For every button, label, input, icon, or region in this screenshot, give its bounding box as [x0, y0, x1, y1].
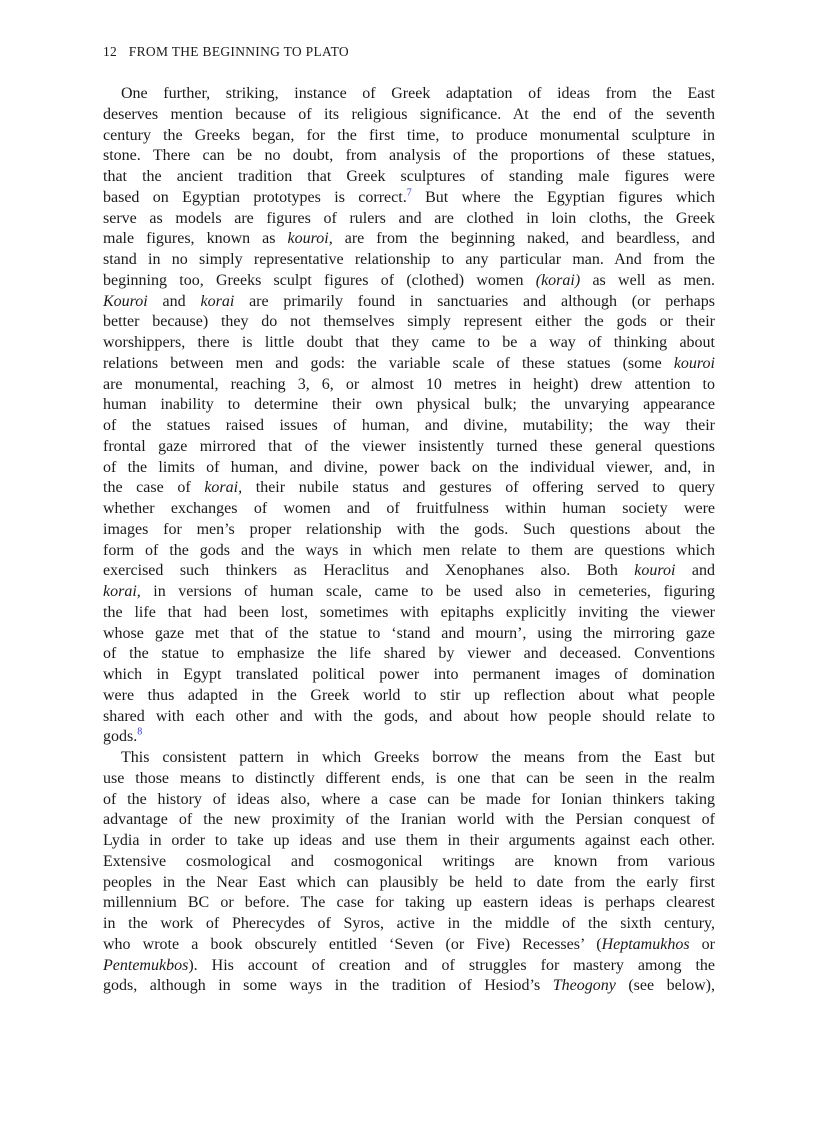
text-line	[103, 603, 715, 624]
text-run: are from the beginning naked, and beardless, and	[332, 230, 715, 248]
text-run: or	[689, 935, 715, 953]
text-line	[103, 686, 715, 707]
text-run: exercised such thinkers as Heraclitus and Xenophanes also. Both	[103, 562, 635, 580]
text-run: gods, although in some ways in the tradition of Hesiod’s	[103, 977, 553, 995]
text-line	[103, 748, 715, 769]
text-line	[103, 976, 715, 997]
text-line	[103, 520, 715, 541]
text-line	[103, 644, 715, 665]
text-line	[103, 956, 715, 977]
body-text	[103, 84, 715, 997]
italic-term: Heptamukhos	[601, 935, 690, 953]
text-line	[103, 769, 715, 790]
text-line	[103, 582, 715, 603]
page-number: 12	[103, 44, 118, 59]
text-run: use those means to distinctly different ends, is one that can be seen in the realm	[103, 769, 715, 787]
text-line	[103, 146, 715, 167]
paragraph-2	[103, 748, 715, 997]
text-run: human inability to determine their own physical bulk; the unvarying appearance	[103, 396, 715, 414]
text-run: relations between men and gods: the variable scale of these statues (some	[103, 354, 674, 372]
text-line	[103, 375, 715, 396]
text-run: But where the Egyptian figures which	[411, 188, 715, 206]
italic-term: Theogony	[552, 977, 616, 995]
italic-term: Pentemukbos	[103, 956, 189, 974]
text-line	[103, 499, 715, 520]
text-run: who wrote a book obscurely entitled ‘Seven (or Five) Recesses’ (	[103, 935, 602, 953]
text-line	[103, 292, 715, 313]
text-run: stand in no simply representative relationship to any particular man. And from the	[103, 251, 715, 268]
text-run: gods.	[103, 728, 138, 746]
text-line	[103, 437, 715, 458]
text-run: images for men’s proper relationship with the gods. Such questions about the	[103, 520, 715, 538]
text-run: One further, striking, instance of Greek adaptation of ideas from the East	[121, 85, 715, 102]
italic-term: kouroi	[634, 562, 676, 580]
text-line	[103, 126, 715, 147]
text-line	[103, 790, 715, 811]
text-run: of the statues raised issues of human, and divine, mutability; the way their	[103, 417, 715, 434]
text-line	[103, 458, 715, 479]
text-line	[103, 271, 715, 292]
italic-term: kouroi	[673, 354, 715, 372]
text-line	[103, 209, 715, 230]
text-line	[103, 478, 715, 499]
text-line	[103, 935, 715, 956]
text-line	[103, 873, 715, 894]
text-run: are monumental, reaching 3, 6, or almost 10 metres in height) drew attention to	[103, 375, 715, 393]
text-run: based on Egyptian prototypes is correct.	[103, 188, 407, 206]
text-line	[103, 541, 715, 562]
text-run: are primarily found in sanctuaries and although (or perhaps	[234, 292, 715, 310]
italic-term: kouroi,	[287, 230, 333, 248]
text-line	[103, 831, 715, 852]
text-run: shared with each other and with the gods, and about how people should relate to	[103, 707, 715, 725]
text-run: of the history of ideas also, where a case can be made for Ionian thinkers taking	[103, 790, 715, 808]
text-run: beginning too, Greeks sculpt figures of (clothed) women	[103, 271, 536, 289]
text-run: of the limits of human, and divine, power back on the individual viewer, and, in	[103, 458, 715, 476]
footnote-ref: 7	[406, 187, 412, 199]
text-line	[103, 395, 715, 416]
text-line	[103, 707, 715, 728]
text-run: that the ancient tradition that Greek sculptures of standing male figures were	[103, 168, 715, 185]
text-run: in the work of Pherecydes of Syros, active in the middle of the sixth century,	[103, 915, 715, 932]
text-run: Lydia in order to take up ideas and use them in their arguments against each other.	[103, 832, 715, 849]
text-line	[103, 354, 715, 375]
text-run: millennium BC or before. The case for taking up eastern ideas is perhaps clearest	[103, 894, 715, 912]
text-run: (see below),	[615, 977, 715, 995]
italic-term: korai	[200, 292, 235, 310]
text-line	[103, 727, 715, 748]
text-run: in versions of human scale, came to be used also in cemeteries, figuring	[140, 583, 715, 600]
text-line	[103, 333, 715, 354]
text-line	[103, 561, 715, 582]
italic-term: korai,	[103, 583, 141, 600]
text-run: the life that had been lost, sometimes with epitaphs explicitly inviting the viewer	[103, 603, 715, 621]
text-run: worshippers, there is little doubt that they came to be a way of thinking about	[103, 334, 715, 351]
text-line	[103, 624, 715, 645]
text-run: of the statue to emphasize the life shared by viewer and deceased. Conventions	[103, 645, 715, 663]
text-run: serve as models are figures of rulers and are clothed in loin cloths, the Greek	[103, 209, 715, 227]
text-line	[103, 312, 715, 333]
text-run: and	[675, 562, 715, 580]
text-run: Extensive cosmological and cosmogonical writings are known from various	[103, 852, 715, 870]
text-line	[103, 810, 715, 831]
text-run: form of the gods and the ways in which men relate to them are questions which	[103, 541, 715, 559]
text-run: century the Greeks began, for the first time, to produce monumental sculpture in	[103, 126, 715, 144]
text-run: and	[147, 292, 201, 310]
text-run: whose gaze met that of the statue to ‘stand and mourn’, using the mirroring gaze	[103, 624, 715, 642]
text-line	[103, 188, 715, 209]
text-run: ). His account of creation and of struggles for mastery among the	[188, 956, 715, 974]
text-line	[103, 416, 715, 437]
text-run: stone. There can be no doubt, from analysis of the proportions of these statues,	[103, 147, 715, 165]
text-run: the case of	[103, 479, 205, 497]
text-run: deserves mention because of its religious significance. At the end of the seventh	[103, 105, 715, 123]
text-line	[103, 893, 715, 914]
text-line	[103, 665, 715, 686]
text-run: their nubile status and gestures of offering served to query	[242, 479, 715, 497]
text-run: were thus adapted in the Greek world to stir up reflection about what people	[103, 686, 715, 704]
text-run: whether exchanges of women and of fruitfulness within human society were	[103, 500, 715, 517]
text-run: peoples in the Near East which can plausibly be held to date from the early first	[103, 873, 715, 891]
text-line	[103, 105, 715, 126]
text-run: This consistent pattern in which Greeks borrow the means from the East but	[121, 749, 715, 766]
text-run: which in Egypt translated political power into permanent images of domination	[103, 666, 715, 683]
text-line	[103, 250, 715, 271]
text-line	[103, 852, 715, 873]
paragraph-1	[103, 84, 715, 748]
text-run: better because) they do not themselves simply represent either the gods or their	[103, 313, 715, 331]
text-line	[103, 84, 715, 105]
text-run: male figures, known as	[103, 230, 288, 248]
italic-term: Kouroi	[103, 292, 148, 310]
running-title: FROM THE BEGINNING TO PLATO	[128, 44, 349, 59]
text-run: frontal gaze mirrored that of the viewer insistently turned these general questions	[103, 437, 715, 455]
italic-term: (korai)	[535, 271, 581, 289]
text-run: advantage of the new proximity of the Iranian world with the Persian conquest of	[103, 811, 715, 829]
running-head	[103, 44, 349, 60]
italic-term: korai,	[204, 479, 243, 497]
text-line	[103, 914, 715, 935]
text-run: as well as men.	[580, 271, 715, 289]
text-line	[103, 167, 715, 188]
text-line	[103, 229, 715, 250]
footnote-ref: 8	[137, 727, 143, 738]
